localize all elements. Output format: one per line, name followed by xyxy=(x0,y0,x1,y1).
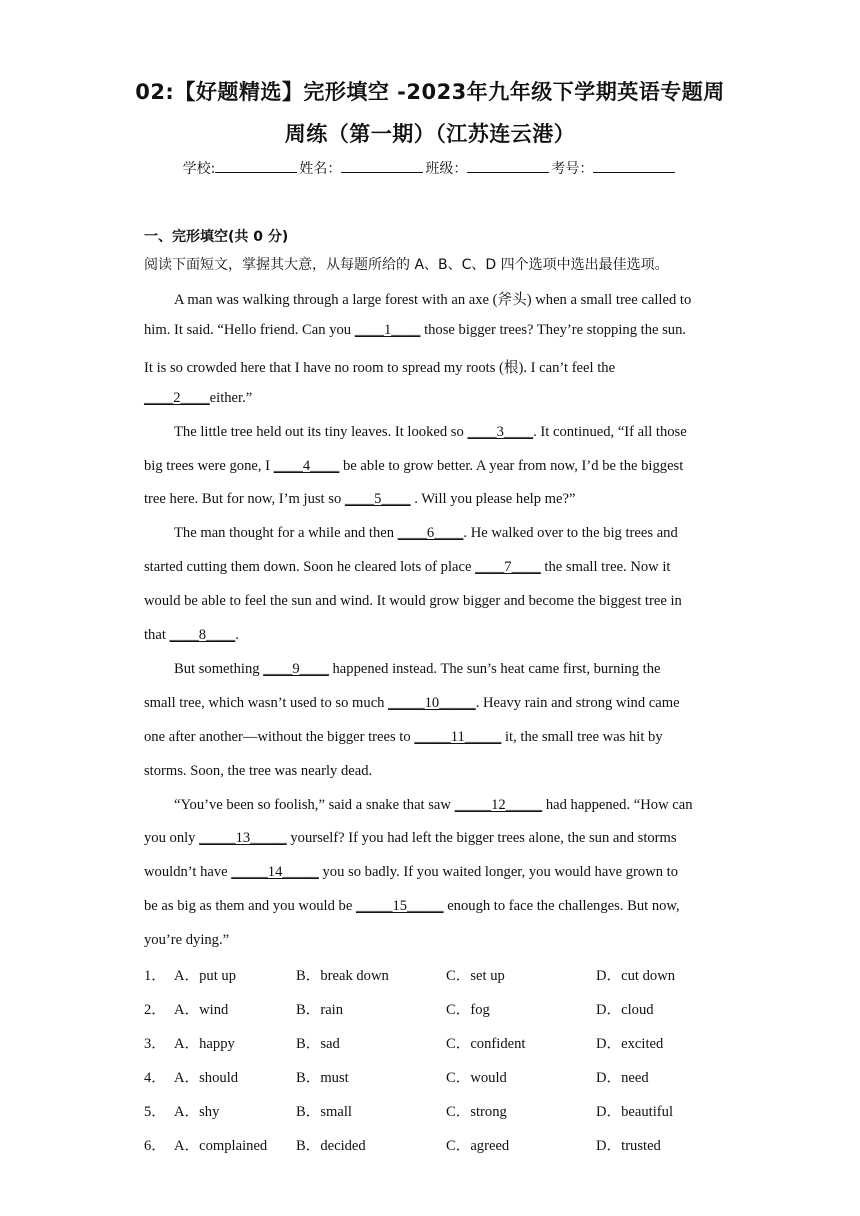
cloze-blank: _____10_____ xyxy=(388,694,476,711)
passage-text: “You’ve been so foolish,” said a snake that saw xyxy=(174,796,455,813)
cloze-blank: ____4____ xyxy=(273,457,340,474)
question-row xyxy=(0,1134,860,1156)
passage-text: be as big as them and you would be xyxy=(144,898,356,915)
passage-text: The man thought for a while and then xyxy=(174,525,398,542)
option-d: D．cloud xyxy=(596,1001,654,1018)
cloze-blank: _____12_____ xyxy=(454,796,543,813)
option-a: A．wind xyxy=(174,1001,229,1018)
passage-line xyxy=(144,695,680,712)
passage-text: . xyxy=(235,627,239,643)
passage-text: one after another—without the bigger trees to xyxy=(144,728,415,745)
passage-text: the small tree. Now it xyxy=(540,559,671,576)
passage-text: . Will you please help me?” xyxy=(410,491,576,508)
option-d: D．excited xyxy=(596,1035,664,1052)
passage-text: wouldn’t have xyxy=(144,864,232,881)
passage-line xyxy=(144,559,670,576)
passage-line xyxy=(144,322,686,339)
passage-line xyxy=(174,288,691,309)
option-c: C．would xyxy=(446,1069,507,1086)
exam-number-blank xyxy=(593,160,675,173)
passage-line xyxy=(174,661,661,678)
option-a: A．complained xyxy=(174,1137,268,1154)
name-label: 姓名： xyxy=(299,161,342,177)
passage-line xyxy=(144,627,239,644)
question-row xyxy=(0,964,860,986)
passage-text: tree here. But for now, I’m just so xyxy=(144,491,345,508)
option-a: A．should xyxy=(174,1069,239,1086)
name-blank xyxy=(341,160,423,173)
exam-number-label: 考号： xyxy=(551,161,594,177)
question-number: 5． xyxy=(144,1103,166,1120)
option-b: B．sad xyxy=(296,1035,340,1052)
passage-text: But something xyxy=(174,660,264,677)
passage-line xyxy=(144,356,615,377)
section-heading: 一、完形填空(共 0 分) xyxy=(144,229,289,245)
passage-line xyxy=(174,797,693,814)
question-row xyxy=(0,998,860,1020)
option-a: A．happy xyxy=(174,1035,235,1052)
option-c: C．confident xyxy=(446,1035,526,1052)
passage-text: enough to face the challenges. But now, xyxy=(443,898,680,915)
passage-line xyxy=(144,458,683,475)
passage-line xyxy=(144,932,229,949)
question-row xyxy=(0,1100,860,1122)
section-instruction: 阅读下面短文，掌握其大意，从每题所给的 A、B、C、D 四个选项中选出最佳选项。 xyxy=(144,257,669,273)
school-label: 学校: xyxy=(182,161,216,177)
cloze-blank: _____13_____ xyxy=(199,830,287,847)
passage-line xyxy=(144,491,575,508)
passage-text: small tree, which wasn’t used to so much xyxy=(144,694,389,711)
question-number: 1． xyxy=(144,968,166,984)
page-title-line-1: 02:【好题精选】完形填空 -2023年九年级下学期英语专题周 xyxy=(135,80,725,104)
cloze-blank: ____7____ xyxy=(475,559,541,576)
passage-text: those bigger trees? They’re stopping the sun. xyxy=(420,321,687,338)
question-row xyxy=(0,1066,860,1088)
passage-text: started cutting them down. Soon he cleared lots of place xyxy=(144,559,476,576)
option-d: D．need xyxy=(596,1069,649,1086)
option-b: B．must xyxy=(296,1069,349,1086)
passage-line xyxy=(144,729,663,746)
option-a: A．shy xyxy=(174,1103,220,1120)
passage-text: you so badly. If you waited longer, you would have grown to xyxy=(318,864,679,881)
cloze-blank: ____8____ xyxy=(169,627,236,643)
cloze-blank: ____9____ xyxy=(263,660,329,677)
question-number: 3． xyxy=(144,1035,166,1052)
passage-text: A man was walking through a large forest with an axe (斧头) when a small tree called to xyxy=(174,292,692,308)
question-number: 4． xyxy=(144,1069,166,1086)
cloze-blank: ____6____ xyxy=(397,525,464,542)
option-c: C．agreed xyxy=(446,1137,510,1154)
passage-text: that xyxy=(144,627,170,643)
class-blank xyxy=(467,160,549,173)
passage-line xyxy=(174,525,678,542)
option-c: C．strong xyxy=(446,1103,507,1120)
passage-text: . It continued, “If all those xyxy=(533,423,687,440)
option-c: C．set up xyxy=(446,968,505,984)
passage-text: you only xyxy=(144,830,200,847)
cloze-blank: ____3____ xyxy=(467,423,534,440)
option-d: D．beautiful xyxy=(596,1103,674,1120)
passage-text: It is so crowded here that I have no room to spread my roots (根). I can’t feel the xyxy=(144,359,616,376)
cloze-blank: _____14_____ xyxy=(231,864,319,881)
cloze-blank: ____5____ xyxy=(344,491,411,508)
passage-text: him. It said. “Hello friend. Can you xyxy=(144,321,355,338)
option-b: B．decided xyxy=(296,1137,366,1154)
option-d: D．trusted xyxy=(596,1137,661,1154)
passage-text: . Heavy rain and strong wind came xyxy=(475,694,680,711)
class-label: 班级： xyxy=(425,161,468,177)
passage-text: be able to grow better. A year from now, I’d be the biggest xyxy=(339,457,684,474)
passage-text: would be able to feel the sun and wind. It would grow bigger and become the biggest tree in xyxy=(144,593,682,610)
passage-text: happened instead. The sun’s heat came first, burning the xyxy=(328,660,661,677)
passage-text: storms. Soon, the tree was nearly dead. xyxy=(144,762,373,779)
cloze-blank: _____15_____ xyxy=(355,898,444,915)
passage-line xyxy=(144,593,682,610)
school-blank xyxy=(215,160,297,173)
cloze-blank: _____11_____ xyxy=(414,728,502,745)
option-b: B．break down xyxy=(296,968,389,984)
passage-text: The little tree held out its tiny leaves. It looked so xyxy=(174,423,468,440)
passage-text: either.” xyxy=(209,389,253,406)
passage-line xyxy=(144,390,252,407)
option-d: D．cut down xyxy=(596,968,676,984)
passage-line xyxy=(174,424,687,441)
question-number: 2． xyxy=(144,1001,166,1018)
cloze-blank: ____2____ xyxy=(144,389,210,406)
passage-line xyxy=(144,830,677,847)
student-info-row xyxy=(0,158,860,178)
passage-text: it, the small tree was hit by xyxy=(501,728,663,745)
cloze-blank: ____1____ xyxy=(354,321,421,338)
passage-line xyxy=(144,898,680,915)
passage-text: yourself? If you had left the bigger trees alone, the sun and storms xyxy=(286,830,677,847)
question-row xyxy=(0,1032,860,1054)
option-b: B．rain xyxy=(296,1001,344,1018)
page-title-line-2: 周练（第一期）（江苏连云港） xyxy=(284,122,576,146)
passage-text: had happened. “How can xyxy=(542,796,693,813)
passage-line xyxy=(144,763,372,780)
passage-line xyxy=(144,864,678,881)
passage-text: . He walked over to the big trees and xyxy=(463,525,678,542)
option-b: B．small xyxy=(296,1103,352,1120)
option-a: A．put up xyxy=(174,968,237,984)
question-number: 6． xyxy=(144,1137,166,1154)
option-c: C．fog xyxy=(446,1001,490,1018)
passage-text: you’re dying.” xyxy=(144,932,230,949)
passage-text: big trees were gone, I xyxy=(144,457,274,474)
